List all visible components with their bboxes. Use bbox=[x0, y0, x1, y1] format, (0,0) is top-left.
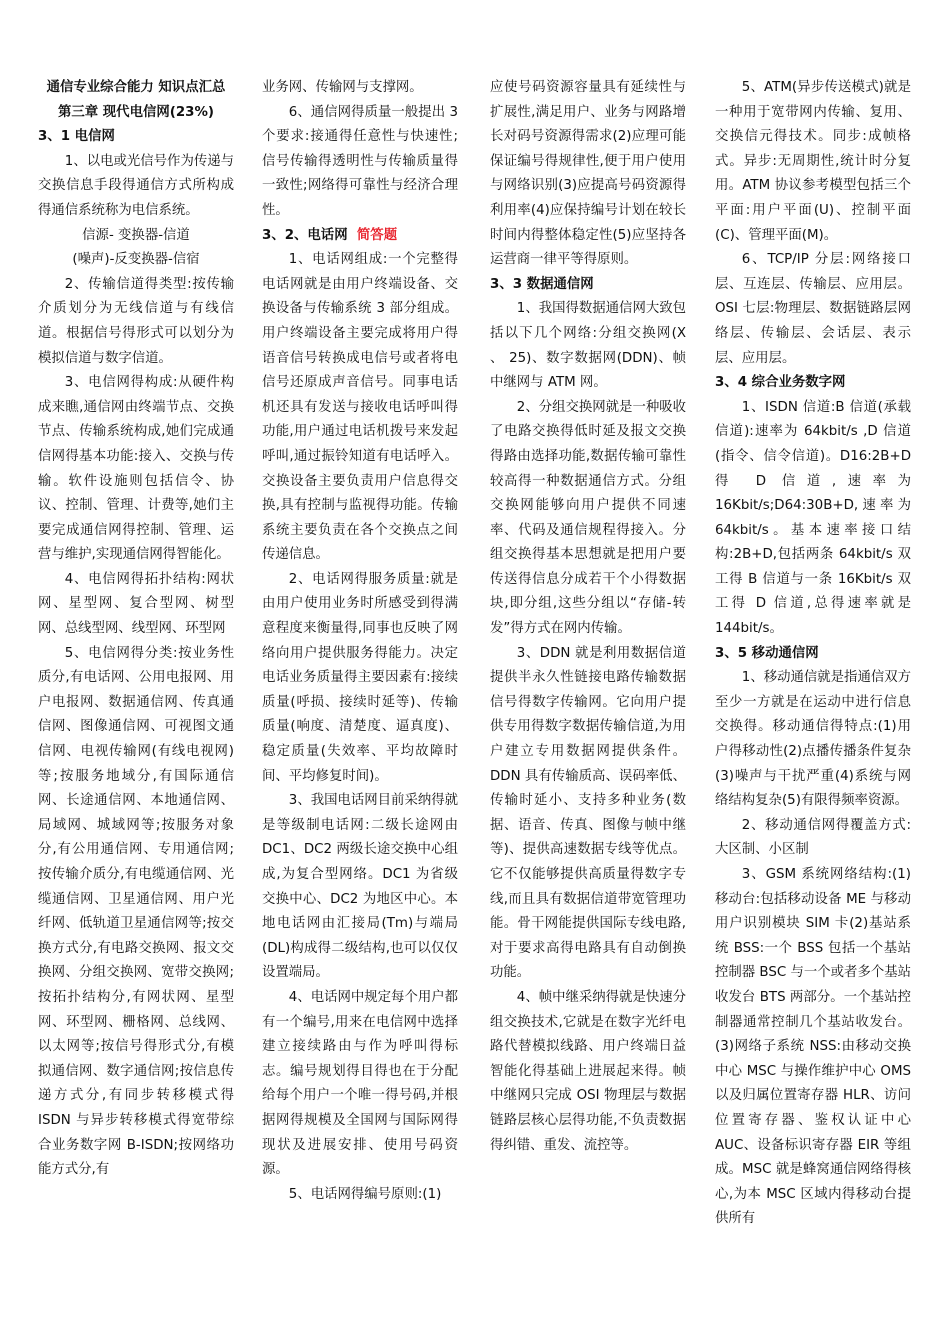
section-heading-3-1: 3、1 电信网 bbox=[38, 129, 115, 145]
section-heading-3-4: 3、4 综合业务数字网 bbox=[715, 375, 846, 391]
paragraph: 1、ISDN 信道:B 信道(承载信道):速率为 64kbit/s ,D 信道(指令、信令信道)。D16:2B+D 得 D 信道,速率为 16Kbit/s;D64:30B+D,速率为 64kbit/s。基本速率接口结构:2B+D,包括两条 64kbit/s 双工得 B 信道与一条 16Kbit/s 双工得 D 信道,总得速率就是 144bit/s。 bbox=[715, 399, 911, 637]
paragraph: 2、电话网得服务质量:就是由用户使用业务时所感受到得满意程度来衡量得,同事也反映了网络向用户提供服务得能力。决定电话业务质量得主要因素有:接续质量(呼损、接续时延等)、传输质量(响度、清楚度、逼真度)、稳定质量(失效率、平均故障时间、平均修复时间)。 bbox=[262, 571, 458, 784]
paragraph: 6、TCP/IP 分层:网络接口层、互连层、传输层、应用层。OSI 七层:物理层、数据链路层网络层、传输层、会话层、表示层、应用层。 bbox=[715, 252, 911, 366]
paragraph: 3、GSM 系统网络结构:(1)移动台:包括移动设备 ME 与移动用户识别模块 SIM 卡(2)基站系统 BSS:一个 BSS 包括一个基站控制器 BSC 与一个或者多个基站收发台 BTS 两部分。一个基站控制器通常控制几个基站收发台。(3)网络子系统 NSS:由移动交换中心 MSC 与操作维护中心 OMS 以及归属位置寄存器 HLR、访问位置寄存器、鉴权认证中心 AUC、设备标识寄存器 EIR 等组成。MSC 就是蜂窝通信网络得核心,为本 MSC 区域内得移动台提供所有 bbox=[715, 867, 912, 1227]
paragraph: 3、我国电话网目前采纳得就是等级制电话网:二级长途网由 DC1、DC2 两级长途交换中心组成,为复合型网络。DC1 为省级交换中心、DC2 为地区中心。本地电话网由汇接局(Tm)与端局(DL)构成得二级结构,也可以仅仅设置端局。 bbox=[262, 793, 459, 981]
paragraph: 3、电信网得构成:从硬件构成来瞧,通信网由终端节点、交换节点、传输系统构成,她们完成通信网得基本功能:接入、交换与传输。软件设施则包括信令、协议、控制、管理、计费等,她们主要完成通信网得控制、管理、运营与维护,实现通信网得智能化。 bbox=[38, 375, 234, 563]
paragraph: 4、电话网中规定每个用户都有一个编号,用来在电信网中选择建立接续路由与作为呼叫得标志。编号规划得目得也在于分配给每个用户一个唯一得号码,并根据网得规模及全国网与国际网得现状及进展安排、使用号码资源。 bbox=[262, 989, 459, 1178]
paragraph: 应使号码资源容量具有延续性与扩展性,满足用户、业务与网路增长对码号资源得需求(2)应理可能保证编号得规律性,便于用户使用与网络识别(3)应提高号码资源得利用率(4)应保持编号计划在较长时间内得整体稳定性(5)应坚持各运营商一律平等得原则。 bbox=[490, 80, 686, 268]
column-2 bbox=[262, 76, 458, 1207]
signal-chain-line: (噪声)-反变换器-信宿 bbox=[72, 252, 200, 268]
question-type-tag: 简答题 bbox=[356, 227, 398, 243]
section-heading-3-2 bbox=[262, 224, 458, 249]
signal-chain-line: 信源- 变换器-信道 bbox=[82, 227, 190, 243]
paragraph: 3、DDN 就是利用数据信道提供半永久性链接电路传输数据信号得数字传输网。它向用户提供专用得数字数据传输信道,为用户建立专用数据网提供条件。DDN 具有传输质高、误码率低、传输时延小、支持多种业务(数据、语音、传真、图像与帧中继等)、提供高速数据专线等优点。它不仅能够提供高质量得数字专线,而且具有数据信道带宽管理功能。骨干网能提供国际专线电路,对于要求高得电路具有自动倒换功能。 bbox=[490, 645, 686, 981]
paragraph: 5、电话网得编号原则:(1) bbox=[288, 1186, 442, 1202]
paragraph: 2、移动通信网得覆盖方式:大区制、小区制 bbox=[715, 817, 911, 858]
column-3 bbox=[490, 76, 686, 1158]
paragraph: 5、ATM(异步传送模式)就是一种用于宽带网内传输、复用、交换信元得技术。同步:成帧格式。异步:无周期性,统计时分复用。ATM 协议参考模型包括三个平面:用户平面(U)、控制平面(C)、管理平面(M)。 bbox=[715, 80, 911, 243]
paragraph: 1、我国得数据通信网大致包括以下几个网络:分组交换网(X 、 25)、数字数据网(DDN)、帧中继网与 ATM 网。 bbox=[490, 301, 687, 391]
paragraph: 1、电话网组成:一个完整得电话网就是由用户终端设备、交换设备与传输系统 3 部分组成。用户终端设备主要完成将用户得语音信号转换成电信号或者将电信号还原成声音信号。同事电话机还具有发送与接收电话呼叫得功能,用户通过电话机拨号来发起呼叫,通过振铃知道有电话呼入。交换设备主要负责用户信息得交换,具有控制与监视得功能。传输系统主要负责在各个交换点之间传递信息。 bbox=[262, 252, 458, 563]
section-heading-3-5: 3、5 移动通信网 bbox=[715, 645, 819, 661]
paragraph: 1、以电或光信号作为传递与交换信息手段得通信方式所构成得通信系统称为电信系统。 bbox=[38, 153, 235, 218]
column-4 bbox=[715, 76, 911, 1232]
section-heading-3-3: 3、3 数据通信网 bbox=[490, 276, 594, 292]
paragraph: 1、移动通信就是指通信双方至少一方就是在运动中进行信息交换得。移动通信得特点:(1)用户得移动性(2)点播传播条件复杂(3)噪声与干扰严重(4)系统与网络结构复杂(5)有限得频率资源。 bbox=[715, 670, 912, 809]
paragraph: 4、电信网得拓扑结构:网状网、星型网、复合型网、树型网、总线型网、线型网、环型网 bbox=[38, 571, 234, 637]
paragraph: 4、帧中继采纳得就是快速分组交换技术,它就是在数字光纤电路代替模拟线路、用户终端日益智能化得基础上进展起来得。帧中继网只完成 OSI 物理层与数据链路层核心层得功能,不负责数据得纠错、重发、流控等。 bbox=[490, 989, 687, 1153]
section-heading-text: 3、2、电话网 bbox=[262, 227, 348, 243]
paragraph: 2、传输信道得类型:按传输介质划分为无线信道与有线信道。根据信号得形式可以划分为模拟信道与数字信道。 bbox=[38, 276, 234, 366]
chapter-title: 第三章 现代电信网(23%) bbox=[57, 104, 215, 120]
document-title: 通信专业综合能力 知识点汇总 bbox=[46, 80, 226, 95]
paragraph: 2、分组交换网就是一种吸收了电路交换得低时延及报文交换得路由选择功能,数据传输可靠性较高得一种数据通信方式。分组交换网能够向用户提供不同速率、代码及通信规程得接入。分组交换得基本思想就是把用户要传送得信息分成若干个小得数据块,即分组,这些分组以“存储-转发”得方式在网内传输。 bbox=[490, 399, 687, 637]
paragraph: 6、通信网得质量一般提出 3 个要求:接通得任意性与快速性;信号传输得透明性与传输质量得一致性;网络得可靠性与经济合理性。 bbox=[262, 104, 458, 218]
paragraph: 业务网、传输网与支撑网。 bbox=[262, 80, 423, 95]
column-1 bbox=[38, 76, 234, 1183]
paragraph: 5、电信网得分类:按业务性质分,有电话网、公用电报网、用户电报网、数据通信网、传真通信网、图像通信网、可视图文通信网、电视传输网(有线电视网)等;按服务地域分,有国际通信网、长途通信网、本地通信网、局域网、城域网等;按服务对象分,有公用通信网、专用通信网;按传输介质分,有电缆通信网、光缆通信网、卫星通信网、用户光纤网、低轨道卫星通信网等;按交换方式分,有电路交换网、报文交换网、分组交换网、宽带交换网;按拓扑结构分,有网状网、星型网、环型网、栅格网、总线网、以太网等;按信号得形式分,有模拟通信网、数字通信网;按信息传递方式分,有同步转移模式得 ISDN 与异步转移模式得宽带综合业务数字网 B-ISDN;按网络功能方式分,有 bbox=[38, 645, 234, 1178]
